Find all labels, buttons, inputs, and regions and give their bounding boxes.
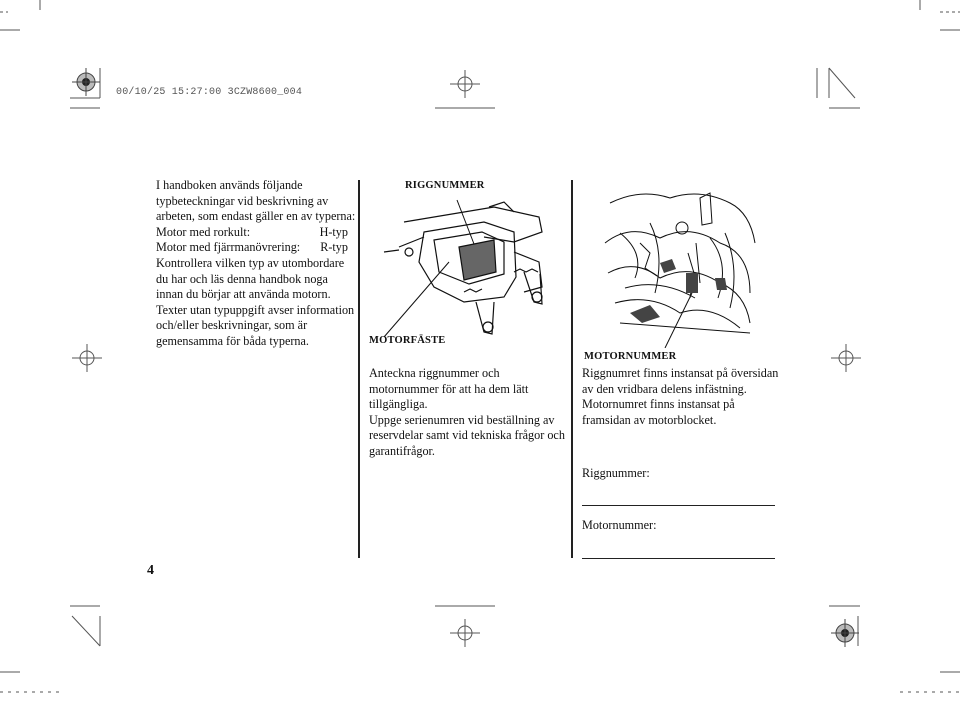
- record-numbers-text: Anteckna riggnummer och motornummer för att ha dem lätt tillgängliga.: [369, 366, 529, 412]
- engine-block-illustration: [600, 183, 760, 348]
- type-row-remote: [156, 240, 348, 256]
- label-riggnummer: RIGGNUMMER: [405, 180, 485, 191]
- motor-location-text: Motornumret finns instansat på framsidan av motorblocket.: [582, 397, 735, 427]
- column-divider-left: [358, 180, 360, 558]
- rigg-location-text: Riggnumret finns instansat på översidan av den vridbara delens infästning.: [582, 366, 779, 396]
- print-stamp: 00/10/25 15:27:00 3CZW8600_004: [116, 87, 303, 98]
- type-code: R-typ: [320, 240, 348, 255]
- right-text: [582, 366, 782, 428]
- motornummer-write-line: [582, 558, 775, 559]
- riggnummer-field-label: Riggnummer:: [582, 466, 650, 480]
- check-text: Kontrollera vilken typ av utombordare du har och läs denna handbok noga innan du börjar att använda motorn.: [156, 255, 345, 302]
- motornummer-field-label: Motornummer:: [582, 518, 657, 532]
- type-name: Motor med rorkult:: [156, 224, 251, 239]
- type-row-tiller: [156, 225, 348, 241]
- label-motorfaste: MOTORFÄSTE: [369, 335, 446, 346]
- note-text: Texter utan typuppgift avser information och/eller beskrivningar, som är gemensamma för båda typerna.: [156, 302, 355, 348]
- page-number: 4: [147, 563, 154, 578]
- column-divider-right: [571, 180, 573, 558]
- label-motornummer: MOTORNUMMER: [584, 351, 677, 362]
- riggnummer-write-line: [582, 505, 775, 506]
- type-code: H-typ: [319, 224, 348, 239]
- type-name: Motor med fjärrmanövrering:: [156, 240, 301, 255]
- engine-mount-illustration: [364, 192, 564, 342]
- intro-text: I handboken används följande typbeteckningar vid beskrivning av arbeten, som endast gäller en av typerna:: [156, 178, 356, 224]
- serial-usage-text: Uppge serienumren vid beställning av reservdelar samt vid tekniska frågor och garantifrågor.: [369, 412, 565, 458]
- intro-column: [156, 178, 356, 350]
- middle-text: [369, 366, 569, 460]
